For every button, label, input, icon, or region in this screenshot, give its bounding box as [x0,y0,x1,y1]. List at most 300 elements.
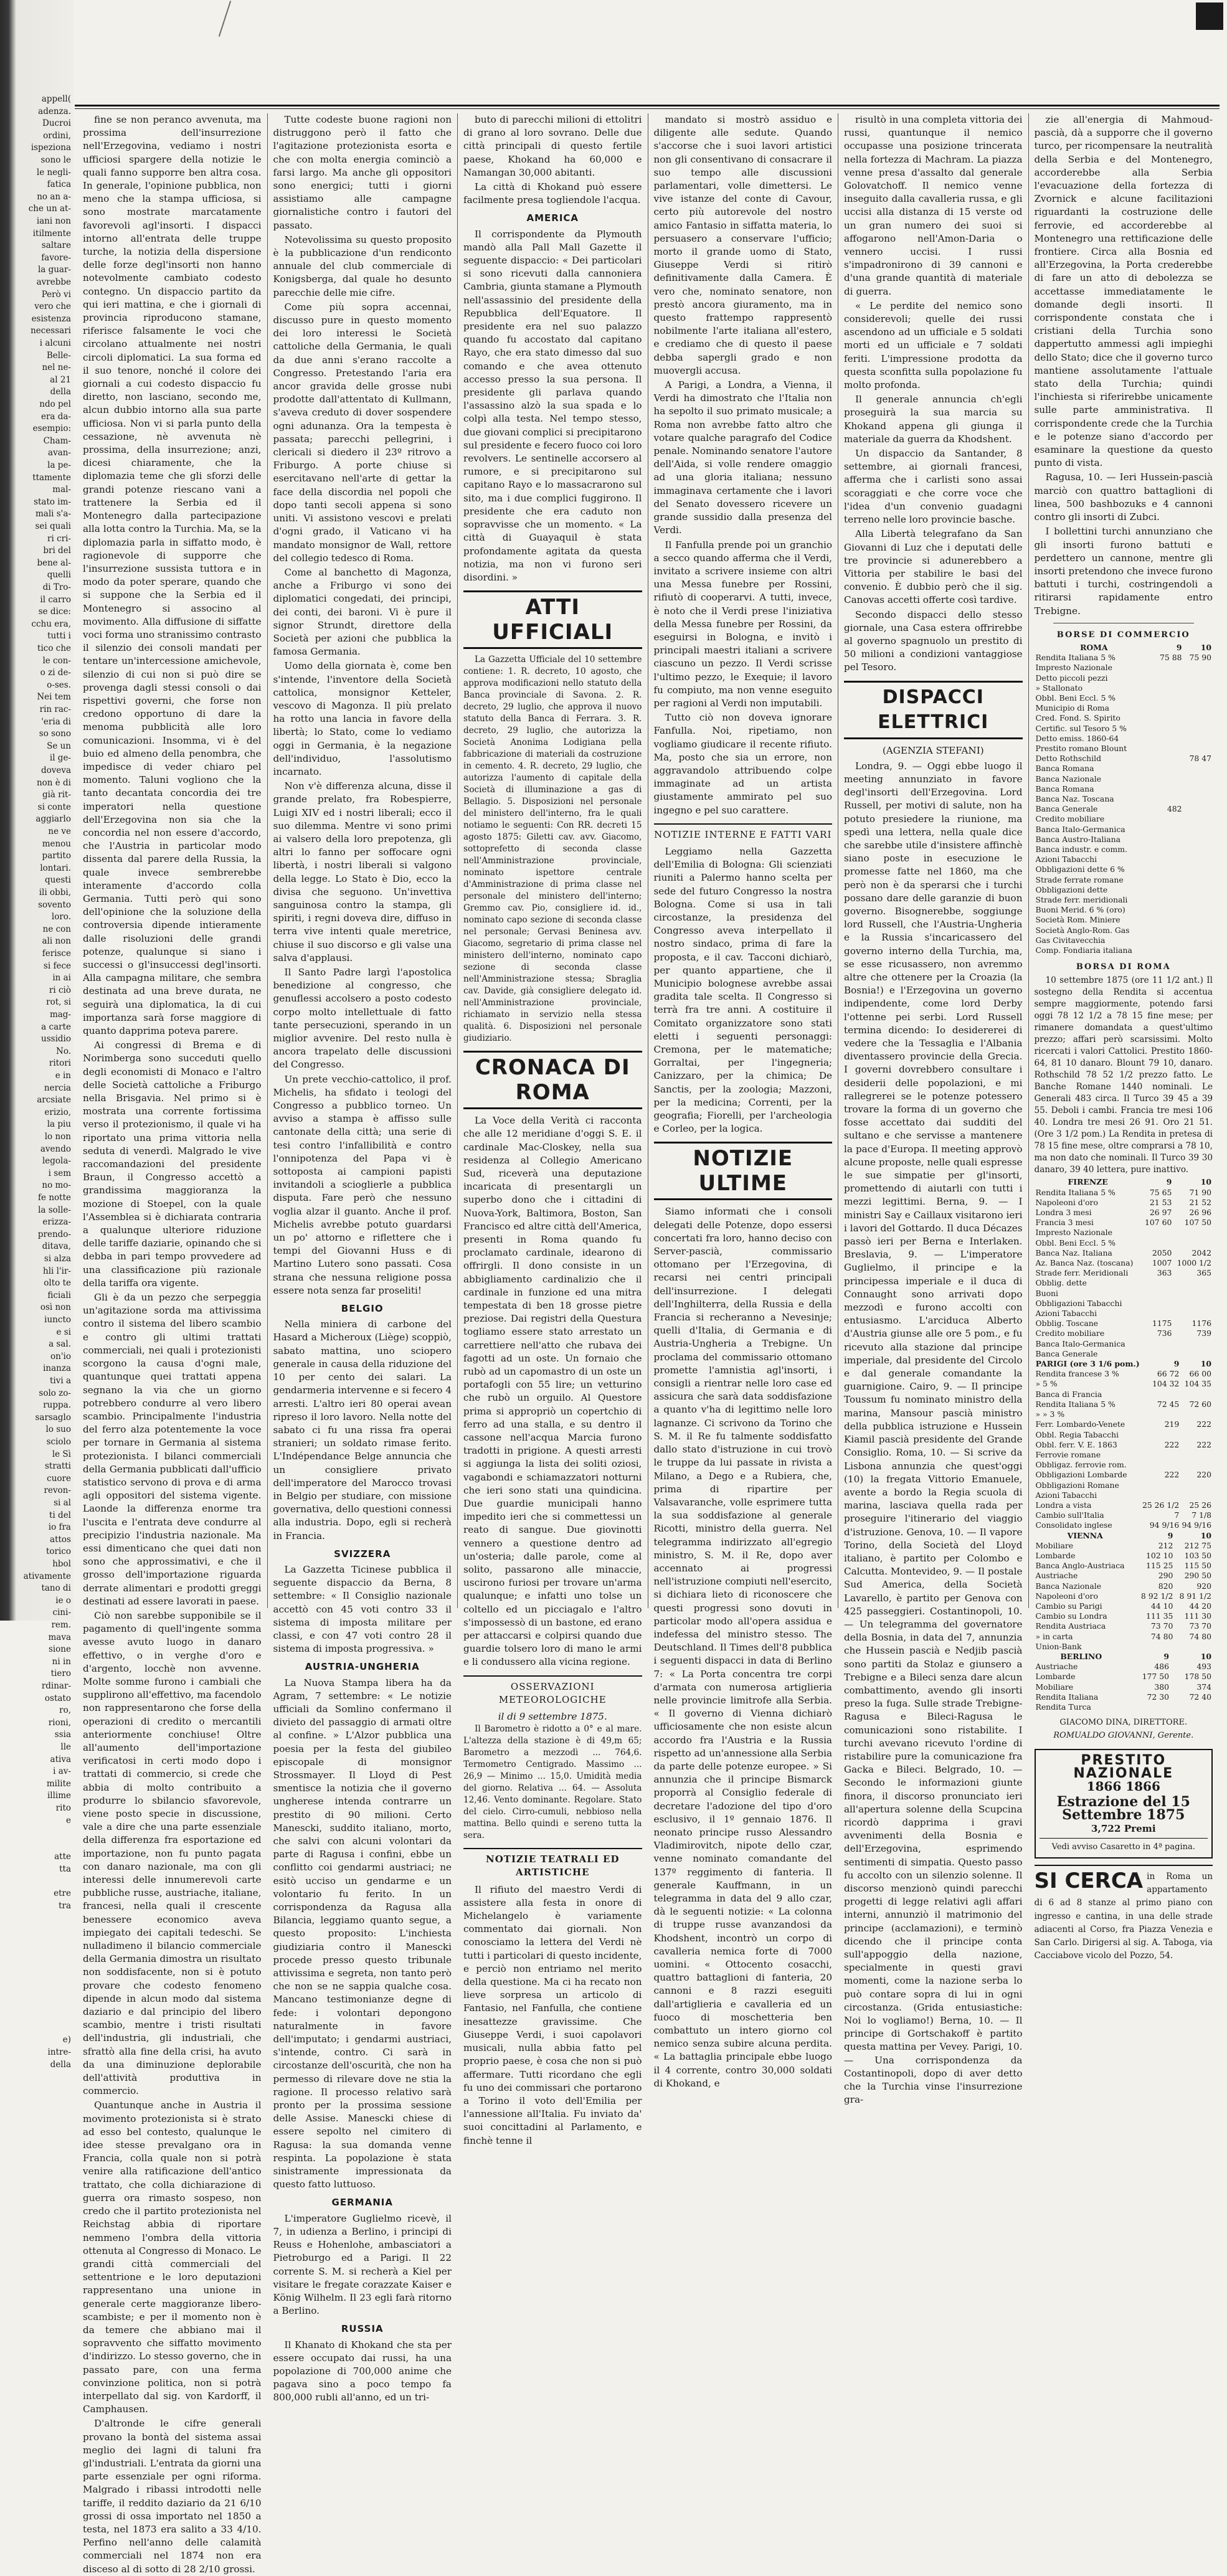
table-header-cell: ROMA [1080,642,1108,652]
table-row [1035,1460,1213,1470]
table-cell [1180,1390,1213,1399]
table-header-row [1035,1531,1213,1541]
left-text-fragment: ritori [49,1058,71,1069]
left-text-fragment: ili obbi, [39,888,71,897]
table-cell [1154,703,1183,713]
left-text-fragment: tra [59,1900,71,1911]
left-text-fragment: tiero [50,1669,71,1679]
table-cell: 222 [1196,1439,1211,1449]
table-row [1035,1430,1213,1440]
left-text-fragment: sono le [40,155,71,165]
left-text-fragment: solo zo- [39,1388,71,1398]
table-row [1035,764,1213,774]
table-cell: Buoni Merid. 6 % (oro) [1035,905,1125,915]
table-cell [1183,845,1213,855]
table-cell [1154,825,1183,835]
table-cell: 102 10 [1146,1550,1173,1560]
table-cell: Obbl. Beni Eccl. 5 % [1035,693,1116,703]
table-row [1035,885,1213,895]
table-cell [1180,1460,1213,1470]
left-text-fragment: ativamente [23,1571,71,1581]
left-text-fragment: le con- [42,655,71,666]
table-cell [1141,1409,1181,1419]
table-cell: 103 50 [1184,1550,1211,1560]
table-cell [1183,734,1213,744]
table-cell [1154,945,1183,955]
table-cell: 219 [1164,1419,1180,1429]
table-cell: 71 90 [1189,1187,1211,1197]
ad-text: in Roma un appartamento di 6 ad 8 stanze al primo piano con ingresso e cantina, in una delle strade adiacenti al Corso, fra Piazza Venezia e San Carlo. Dirigersi al sig. A. Taboga, via Cacciabove vicolo del Pozzo, 54. [1034,1872,1213,1961]
article-text: Siamo informati che i consoli delegati delle Potenze, dopo essersi concertati fra loro, hanno deciso con Server-pascià, commissario ottomano per l'Erzegovina, di recarsi nei centri principali dell'insurrezione. I delegati dell'Inghilterra, della Russia e della Francia si recheranno a Nevesinje; quelli d'Italia, di Germania e di Austria-Ungheria a Trebigne. Un proclama del commissario ottomano promette l'amnistia agl'insorti, i consigli a rientrar nelle loro case ed assicura che sarà data soddisfazione a quanto v'ha di legittimo nelle loro lagnanze. Ci scrivono da Torino che S. M. il Re fu talmente soddisfatto dallo stato d'istruzione in cui trovò le truppe da lui passate in rivista a Milano, a Dego e a Rubiera, che, prima di ripartire per Valsavaranche, volle esprimere tutta la sua soddisfazione al generale Ricotti, ministro della guerra. Nel telegramma indirizzato all'egregio ministro, S. M. il Re, dopo aver accennato ai progressi nell'istruzione compiuti nell'esercito, si dichiara lieto di riconoscere che questi progressi sono dovuti in particolar modo all'opera assidua e indefessa del ministro stesso. The Deutschland. Il Times dell'8 pubblica i seguenti dispacci in data di Berlino 7: « La Porta concentra tre corpi d'armata con numerosa artiglieria nelle provincie limitrofe alla Serbia. « Il governo di Vienna dichiarò ufficiosamente che non esiste alcun accordo fra l'Austria e la Russia rispetto ad un'annessione alla Serbia da parte delle potenze europee. » Si annunzia che il principe Bismarck proporrà al Consiglio federale di decretare l'adozione del tipo d'oro esclusivo, il 1º gennaio 1876. Il neonato principe russo Alessandro Vladimirovitch, nipote dello czar, venne nominato comandante del 137º reggimento di fanteria. Il generale Kauffmann, in un telegramma in data del 9 allo czar, dà le seguenti notizie: « La colonna di truppe russe avanzandosi da Khodshent, incontrò un corpo di cavalleria nemica forte di 7000 uomini. « Ottocento cosacchi, quattro battaglioni di fanteria, 20 cannoni e 8 razzi eseguiti dall'artiglieria e cavalleria ed un fuoco di moschetteria ben combattuto un intero giorno col nemico senza subire alcuna perdita. « La battaglia principale ebbe luogo il 4 corrente, contro 30,000 soldati di Khokand, e [653,1206,832,2089]
table-cell: Mobiliare [1035,1540,1074,1550]
left-text-fragment: intre- [47,2047,71,2057]
table-cell: Rendita Italiana 5 % [1035,1399,1116,1409]
table-cell [1141,1460,1181,1470]
table-header-row [1035,1177,1213,1187]
table-cell: Londra 3 mesi [1035,1208,1092,1218]
table-cell: 111 30 [1184,1611,1211,1621]
left-text-fragment: rito [55,1803,71,1813]
table-cell: Banca Anglo-Austriaca [1035,1561,1125,1571]
section-headline: ATTI UFFICIALI [463,590,642,649]
section-title: AMERICA [526,212,579,224]
table-header-cell: 9 [1176,642,1182,652]
left-text-fragment: Cham- [43,435,71,446]
table-cell: Consolidato inglese [1035,1520,1112,1530]
left-text-fragment: si al [54,1498,71,1508]
table-cell [1180,1430,1213,1440]
table-cell: Banca Naz. Toscana [1035,793,1114,803]
table-cell [1154,693,1183,703]
left-text-fragment: ndo pel [39,399,71,409]
article-paragraph: Gli è da un pezzo che serpeggia un'agitazione sorda ma attivissima contro il sistema del libero scambio e contro gli ultimi trattati commerciali, nei quali i protezionisti scorgono la causa d'ogni male, quantunque quei trattati appena segnano la via che un giorno potrebbero condurre al vero libero scambio. Principalmente l'industria del ferro alza potentemente la voce per tornare in Germania al sistema protezionista. I bilanci commerciali della Germania pubblicati dall'ufficio statistico servono di prova e di arma agli oppositori del sistema vigente. Laonde la differenza enorme tra l'uscita e l'entrata deve condurre al precipizio l'industria nazionale. Ma essi dimenticano che quei dati non sono che approssimativi, e che il grosso dell'importazione riguarda derrate alimentari e prodotti greggi destinati ad essere lavorati in paese. [83,1292,262,1607]
table-cell [1183,673,1213,683]
table-cell: 111 35 [1146,1611,1173,1621]
table-cell [1154,734,1183,744]
left-text-fragment: stato im- [34,496,71,507]
left-text-fragment: partito [42,851,71,861]
table-cell: Comp. Fondiaria italiana [1035,945,1132,955]
table-cell: Azioni Tabacchi [1035,855,1097,864]
left-text-fragment: rin rac- [39,704,71,714]
table-cell: Banca Naz. Italiana [1035,1248,1112,1257]
table-row [1035,1561,1213,1571]
left-text-fragment: ruppa. [43,1400,71,1411]
left-text-fragment: vero che [34,301,71,312]
table-cell: Impresto Nazionale [1035,663,1112,673]
left-text-fragment: ssia [54,1730,71,1740]
left-text-fragment: so sono [39,729,71,739]
table-cell [1154,905,1183,915]
left-text-fragment: mal- [52,485,71,495]
table-row [1035,1328,1213,1338]
left-text-fragment: ri cri- [47,533,71,544]
left-text-fragment: e [66,1815,71,1825]
table-cell: Ferr. Lombardo-Venete [1035,1419,1125,1429]
section-title: RUSSIA [341,2323,384,2335]
left-text-fragment: avendo [40,1144,71,1154]
left-text-fragment: il ge- [49,753,71,764]
table-cell: Austriache [1035,1662,1078,1672]
table-cell [1183,855,1213,864]
table-cell: 104 35 [1184,1379,1211,1389]
table-cell: Gas Civitavecchia [1035,935,1106,945]
table-cell [1142,1349,1173,1359]
article-paragraph: Alla Libertà telegrafano da San Giovanni di Luz che i deputati delle tre provincie si adunerebbero a Vittoria per stabilire le basi del convenio. È dubbio però che il sig. Canovas accetti offerte così tardive. [844,528,1023,606]
left-text-fragment: favore- [41,252,71,263]
table-cell: Detto emiss. 1860-64 [1035,733,1119,743]
table-cell: 1176 [1191,1319,1211,1328]
prestito-avviso: Vedi avviso Casaretto in 4ª pagina. [1040,1838,1208,1854]
table-cell [1142,1289,1173,1299]
table-cell [1183,774,1213,784]
table-cell [1183,804,1213,814]
left-text-fragment: ferisce [42,949,71,959]
table-cell: 178 50 [1184,1672,1211,1682]
left-text-fragment: i sem [48,1168,71,1178]
table-cell [1183,713,1213,723]
table-cell: Municipio di Roma [1035,703,1110,713]
table-header-cell: 10 [1200,1177,1211,1187]
table-row [1035,1349,1213,1359]
table-row [1035,1319,1213,1328]
table-cell [1142,1278,1173,1288]
table-cell [1154,774,1183,784]
table-header-row [1035,643,1213,653]
table-cell [1154,895,1183,905]
left-text-fragment: etre [54,1888,71,1899]
table-cell [1154,855,1183,864]
article-paragraph: Il generale annuncia ch'egli proseguirà la sua marcia su Khokand appena gli giunga il materiale da guerra da Khodshent. [844,394,1023,445]
table-row [1035,1601,1213,1611]
left-text-fragment: iani non [36,216,71,226]
table-cell: 115 25 [1146,1561,1173,1571]
table-cell [1183,895,1213,905]
left-text-fragment: revon- [44,1485,71,1496]
left-text-fragment: no an a- [37,191,71,202]
left-text-fragment: nercia [44,1082,71,1093]
table-row [1035,1480,1213,1490]
table-cell [1173,1299,1213,1309]
left-text-fragment: ro, [59,1705,71,1716]
table-cell: 177 50 [1142,1672,1169,1682]
table-cell: Obbl. Regia Tabacchi [1035,1429,1119,1439]
table-cell [1173,1228,1213,1238]
table-cell: Buoni [1035,1288,1058,1298]
table-cell [1154,835,1183,845]
table-cell: Rendita Italiana 5 % [1035,653,1116,663]
left-text-fragment: ditava, [42,1241,71,1252]
table-row [1035,1702,1213,1712]
section-title: BORSA DI ROMA [1076,962,1171,972]
table-cell: Cambio su Londra [1035,1611,1107,1621]
table-cell [1183,864,1213,874]
table-cell [1180,1409,1213,1419]
table-cell [1183,926,1213,935]
article-paragraph: Come più sopra accennai, discusso pure in questo momento dei loro interessi le Società cattoliche della Germania, le quali da due anni s'erano raccolte a Congresso. Pretestando l'aria era ancor gravida delle grosse nubi prodotte dall'attentato di Kullmann, s'aveva creduto di dover sospendere ogni adunanza. Ora la tempesta è passata; parecchi pellegrini, i clericali si diedero il 23º ritrovo a Friburgo. A porte chiuse si esercitavano nell'arte di gettar la face della discordia nel popoli che dopo tanti secoli appena si sono uniti. Vi assistono vescovi e prelati d'ogni grado, il Vaticano vi ha mandato monsignor de Wall, rettore del collegio tedesco di Roma. [273,301,452,564]
table-row [1035,734,1213,744]
table-cell: Banca Italo-Germanica [1035,824,1125,834]
left-text-fragment: lle [60,1742,71,1752]
table-cell: Obbl. Beni Eccl. 5 % [1035,1238,1116,1248]
section-title: NOTIZIE TEATRALI ED ARTISTICHE [463,1848,642,1879]
table-cell: 72 60 [1189,1399,1211,1409]
table-cell: 104 32 [1152,1379,1180,1389]
table-cell [1154,683,1183,693]
column-3 [457,113,648,2146]
table-cell: » in carta [1035,1631,1073,1641]
table-cell: 290 [1158,1571,1173,1581]
table-header-cell: 10 [1200,1530,1211,1540]
prestito-title: PRESTITO NAZIONALE [1073,1752,1174,1781]
top-rule-thin [75,108,1220,109]
table-cell [1154,673,1183,683]
table-row [1035,1662,1213,1672]
section-headline: CRONACA DI ROMA [463,1051,642,1109]
table-cell: 486 [1154,1662,1169,1672]
left-text-fragment: ordini, [43,130,71,141]
table-row [1035,814,1213,824]
table-cell: 72 30 [1147,1692,1169,1702]
article-paragraph: Come al banchetto di Magonza, anche a Friburgo vi sono dei diplomatici congedati, dei principi, dei conti, dei baroni. Vi è pure il signor Strundt, direttore della Società per azioni che pubblica la famosa Germania. [273,566,452,658]
table-cell [1183,663,1213,673]
article-paragraph: Tutto ciò non doveva ignorare Fanfulla. Noi, ripetiamo, non vogliamo giudicare il recente rifiuto. Ma, posto che sia un errore, non aggravandolo attribuendo colpe immaginate ad un artista giustamente ammirato pel suo ingegno e pel suo carattere. [653,712,832,816]
table-row [1035,1278,1213,1288]
column-5 [838,113,1028,2106]
table-row [1035,1299,1213,1309]
article-paragraph: fine se non peranco avvenuta, ma prossima dell'insurrezione nell'Erzegovina, vediamo i nostri ufficiosi spargere della notizie le quali fanno supporre ben altra cosa. In generale, l'opinione pubblica, non meno che la stampa ufficiosa, si sono mostrate marcatamente favorevoli agl'insorti. I dispacci intorno all'entrata delle truppe turche, la notizia della dispersione delle forze degl'insorti non hanno notevolmente cambiato codesto contegno. Un dispaccio partito da qui ieri mattina, e che i giornali di provincia riproducono stamane, riferisce falsamente le voci che circolano attualmente nei nostri circoli diplomatici. La sua forma ed il suo tenore, nonché il colore dei giornali a cui codesto dispaccio fu diretto, non lasciano, secondo me, alcun dubbio intorno alla sua parte ufficiosa. Non vi si parla punto della cessazione, nè avvenuta nè prossima, della insurrezione; anzi, dicesi chiaramente, che la diplomazia teme che gli sforzi delle grandi potenze riescano vani a trattenere la Serbia ed il Montenegro dalla partecipazione alla lotta contro la Turchia. Ma, se la diplomazia parla in siffatto modo, è ragionevole di supporre che l'insurrezione sussista tuttora e in modo da poter sperare, quando che si suppone che la Serbia ed il Montenegro si associno al movimento. Alla diffusione di siffatte voci forma uno stranissimo contrasto il silenzio dei consoli mandati per tentare un'intercessione amichevole, silenzio di cui non si può dire se provenga dagli stessi consoli o dai rispettivi governi, che forse non credono opportuno di dare la menoma pubblicità alle loro comunicazioni. Insomma, vi è del buio ed almeno della penombra, che impedisce di veder chiaro pel momento. Taluni vogliono che la tanto decantata concordia dei tre imperatori nella questione dell'Erzegovina non sia che la concordia nel non essere d'accordo, che l'Austria in particolar modo dissenta dal parere della Russia, la quale invece sembrerebbe interamente d'accordo colla Germania. Tutti però qui sono dell'opinione che la soluzione della controversia dipende intieramente dalle risoluzioni delle grandi potenze, qualunque si siano i successi o gl'insuccessi degl'insorti. Alla campagna militare, che sembra destinata ad una breve durata, ne seguirà una diplomatica, la di cui importanza sarà forse maggiore di quanto dapprima poteva parere. [83,114,262,1037]
article-paragraph: Uomo della giornata è, come ben s'intende, l'inventore della Società cattolica, monsignor Ketteler, vescovo di Magonza. Il più prelato ha rotto una lancia in favore della libertà; lo Stato, come lo vediamo oggi in Germania, è la negazione dell'individuo, l'assolutismo incarnato. [273,660,452,777]
table-row [1035,1309,1213,1319]
left-text-fragment: il carro [40,594,71,605]
section-headline: DISPACCI ELETTRICI [844,681,1023,739]
article-text: Il Khanato di Khokand che sta per essere occupato dai russi, ha una popolazione di 700,000 anime che pagava sino a poco tempo fa 800,000 rubli all'anno, ed un tri- [273,2339,452,2403]
table-cell [1154,864,1183,874]
table-cell [1180,1490,1213,1500]
table-cell: Certific. sul Tesoro 5 % [1035,723,1127,733]
table-cell [1183,744,1213,754]
table-row [1035,754,1213,764]
prestito-ad [1035,1749,1213,1859]
table-cell: 222 [1196,1419,1211,1429]
left-text-fragment: nel ne- [42,362,71,373]
left-text-fragment: già rit- [42,790,71,800]
table-row [1035,875,1213,885]
table-cell: 736 [1157,1328,1172,1338]
table-cell: Obbl. ferr. V. E. 1863 [1035,1439,1117,1449]
table-cell: 2042 [1191,1248,1211,1257]
table-cell: 73 70 [1150,1621,1173,1631]
left-text-fragment: questi [45,875,71,886]
left-text-fragment: tutti i [47,631,71,642]
table-row [1035,1208,1213,1218]
article-paragraph: Tutte codeste buone ragioni non distruggono però il fatto che l'agitazione protezionista esorta e che con molta energia cominciò a farsi largo. Ma anche gli oppositori sono energici; tutti i giorni assistiamo alle campagne giornalistiche contro i fautori del passato. [273,114,452,231]
table-row [1035,1470,1213,1480]
left-text-fragment: al 21 [50,374,71,385]
table-cell: Lombarde [1035,1672,1076,1682]
left-text-fragment: tico che [37,643,71,653]
table-cell: 7 1/8 [1191,1510,1211,1520]
table-cell: 72 40 [1189,1692,1211,1702]
table-header-cell: FIRENZE [1068,1177,1108,1187]
left-text-fragment: 'eria di [41,716,71,727]
table-row [1035,1571,1213,1581]
left-text-fragment: mali s'a- [35,509,71,519]
left-text-fragment: si fece [43,960,71,971]
left-text-fragment: ostato [44,1693,71,1703]
table-cell: 212 75 [1184,1540,1211,1550]
left-text-fragment: no mo- [42,1180,71,1191]
table-row [1035,703,1213,713]
table-cell: Azioni Tabacchi [1035,1309,1097,1319]
table-cell [1141,1430,1181,1440]
table-cell [1154,764,1183,774]
left-text-fragment: hli l'ir- [43,1266,71,1276]
table-cell [1183,905,1213,915]
column-4 [648,113,838,2089]
left-text-fragment: i alcuni [39,338,71,348]
table-cell: 21 52 [1189,1197,1211,1207]
table-row [1035,1419,1213,1429]
left-text-fragment: rioni, [48,1717,71,1728]
left-text-fragment: bene al- [37,557,71,568]
table-row [1035,784,1213,794]
table-header-row [1035,1652,1213,1662]
table-cell [1183,703,1213,713]
table-row [1035,1258,1213,1268]
left-text-fragment: milite [46,1778,71,1789]
table-cell: Credito mobiliare [1035,1328,1105,1338]
table-row [1035,855,1213,864]
article-paragraph: Non v'è differenza alcuna, disse il grande prelato, fra Robespierre, Luigi XIV ed i nostri liberali; ecco il suo dilemma. Mentre vi sono primi ai valsero della loro prepotenza, gli altri lo fanno per soffocare ogni libertà, i nostri liberali si valgono della legge. Lo Stato è Dio, ecco la divisa che seguono. Un'invettiva sanguinosa contro la stampa, gli spiriti, i regni doveva dire, diffuso in terra vive intenti quale meretrice, chiuse il suo discorso e gli valse una salva d'applausi. [273,780,452,964]
left-text-fragment: della [50,387,71,397]
table-cell [1174,1642,1213,1652]
director-signature: GIACOMO DINA, DIRETTORE. [1059,1718,1188,1728]
table-header-cell: PARIGI (ore 3 1/6 pom.) [1035,1359,1140,1369]
left-text-fragment: in ai [52,973,71,983]
table-cell: 212 [1158,1540,1173,1550]
table-cell: 7 [1174,1510,1180,1520]
left-text-fragment: esempio: [32,424,71,434]
gerente-signature: ROMUALDO GIOVANNI, Gerente. [1053,1731,1194,1741]
column-2 [267,113,458,2403]
table-cell: Obbligaz. ferrovie rom. [1035,1460,1127,1470]
table-cell [1154,814,1183,824]
table-cell: 94 9/16 [1182,1520,1211,1530]
table-cell: 820 [1158,1581,1173,1591]
left-text-fragment: appell( [41,94,71,104]
table-cell: Banca industr. e comm. [1035,844,1127,854]
table-cell: Obbligazioni dette 6 % [1035,864,1125,874]
left-text-fragment: ne con [42,924,71,934]
table-cell [1170,1702,1213,1712]
table-cell: 66 00 [1189,1369,1211,1379]
table-cell [1141,1480,1181,1490]
article-text: L'imperatore Guglielmo ricevè, il 7, in udienza a Berlino, i principi di Reuss e Hohenlohe, ambasciatori a Pietroburgo ed a Parigi. Il 22 corrente S. M. si recherà a Kiel per visitare le fregate corazzate Kaiser e König Wilhelm. Il 23 egli farà ritorno a Berlino. [273,2212,452,2317]
table-row [1035,713,1213,723]
table-row [1035,1621,1213,1631]
table-cell: Banca Italo-Germanica [1035,1338,1125,1348]
section-title: BORSE DI COMMERCIO [1056,630,1190,640]
left-text-fragment: ti del [49,1510,71,1520]
table-cell [1154,915,1183,925]
table-row [1035,1399,1213,1409]
prestito-estrazione: Estrazione del 15 Settembre 1875 [1056,1794,1190,1824]
left-text-fragment: se dice: [38,607,71,617]
left-page-strip [0,0,73,2070]
stock-table-vienna [1035,1531,1213,1652]
article-paragraph: I bollettini turchi annunziano che gli insorti furono battuti e perdettero un cannone, mentre gli insorti pretendono che invece furono battuti i turchi, costringendoli a ritirarsi rapidamente entro Trebigne. [1034,526,1213,617]
table-cell: 75 90 [1189,653,1211,663]
table-row [1035,794,1213,804]
table-cell: Obbligazioni Romane [1035,1480,1119,1490]
left-text-fragment: la pe- [47,460,71,470]
article-text: 10 settembre 1875 (ore 11 1/2 ant.) Il sostegno della Rendita si accentua sempre maggiormente, potendo farsi oggi 78 12 1/2 a 78 15 fine mese; per rimanere domandata a quest'ultimo prezzo; affari però scarsissimi. Molto ricercati i valori Cattolici. Prestito 1860-64, 81 10 danaro. Blount 79 10, danaro. Rothschild 78 52 1/2 prezzo fatto. Le Banche Romane 1440 nominali. Le Generali 483 circa. Il Turco 39 45 a 39 55. Deboli i cambi. Francia tre mesi 106 40. Londra tre mesi 26 91. Oro 21 51. (Ore 3 1/2 pom.) La Rendita in pretesa di 78 15 fine mese, oltre comprarsi a 78 10, ma non dato che nominali. Il Turco 39 30 danaro, 39 40 lettera, pure inattivo. [1034,975,1213,1175]
prestito-premi: 3,722 Premi [1091,1822,1156,1834]
table-row [1035,774,1213,784]
table-row [1035,1500,1213,1510]
left-text-fragment: avan- [48,448,71,458]
table-cell [1183,935,1213,945]
left-text-fragment: Però vi [41,289,71,300]
left-text-fragment: ussidio [41,1034,71,1044]
table-row [1035,1289,1213,1299]
table-cell [1183,683,1213,693]
table-row [1035,744,1213,754]
table-row [1035,864,1213,874]
left-text-fragment: si conte [37,802,71,812]
left-text-fragment: inanza [43,1363,71,1374]
left-text-fragment: cchu era, [31,618,71,629]
table-row [1035,895,1213,905]
left-text-fragment: lo non [44,1132,71,1142]
table-cell: 8 92 1/2 [1140,1591,1173,1601]
section-headline: NOTIZIE ULTIME [654,1142,833,1200]
table-cell [1173,1278,1213,1288]
left-text-fragment: stratti [44,1461,71,1472]
left-text-fragment: ispeziona [31,143,71,153]
table-cell [1183,835,1213,845]
left-text-fragment: fatica [47,179,71,190]
table-cell: 374 [1196,1682,1211,1692]
table-cell: Detto Rothschild [1035,754,1102,764]
left-text-fragment: esistenza [31,313,71,324]
left-text-fragment: hbol [52,1559,71,1569]
left-text-fragment: necessari [31,326,71,336]
table-cell [1142,1299,1173,1309]
left-text-fragment: Nei tem [37,692,71,703]
article-text: Leggiamo nella Gazzetta dell'Emilia di Bologna: Gli scienziati riuniti a Palermo hanno scelta per sede del futuro Congresso la nostra Bologna. Come si usa in tali circostanze, la presidenza del Congresso aveva interpellato il nostro sindaco, prima di fare la proposta, e il cav. Tacconi dichiarò, per quanto appartiene, che il Municipio bolognese avrebbe assai gradita tale scelta. Il Congresso si terrà fra tre anni. A costituire il Comitato organizzatore sono stati eletti i seguenti personaggi: Cremona, per le matematiche; Gorraltai, per l'ingegneria; Canizzaro, per la chimica; De Sanctis, per la zoologia; Mazzoni, per la medicina; Correnti, per la geografia; Fiorelli, per l'archeologia e Corleo, per la logica. [653,845,832,1135]
table-cell: Banca Romana [1035,764,1094,774]
table-cell: 72 45 [1157,1399,1180,1409]
table-row [1035,1188,1213,1198]
table-row [1035,945,1213,955]
table-cell: Prestito romano Blount [1035,743,1127,753]
table-row [1035,653,1213,663]
table-cell: Rendita Italiana [1035,1692,1099,1702]
table-cell: Rendita francese 3 % [1035,1369,1119,1379]
left-text-fragment: tano di [41,1583,71,1594]
table-header-cell: VIENNA [1067,1530,1103,1540]
article-text: Nella miniera di carbone del Hasard a Micheroux (Liège) scoppiò, sabato mattina, uno sciopero generale in causa della riduzione del 10 per cento dei salari. La gendarmeria intervenne e si fecero 4 arresti. L'altro ieri 80 operai avean ripreso il loro lavoro. Nella notte del sabato ci fu una rissa fra operai stranieri; un soldato rimase ferito. L'Indépendance Belge annuncia che un consigliere privato dell'imperatore del Marocco trovasi in Belgio per studiare, con missione governativa, dello questioni connessi alla industria. Dopo, egli si recherà in Francia. [273,1319,452,1541]
left-text-fragment: i av- [53,1766,71,1777]
table-cell: Detto piccoli pezzi [1035,673,1108,683]
table-cell: 66 72 [1157,1369,1180,1379]
stock-table-roma [1035,643,1213,955]
left-text-fragment: non è di [36,777,71,788]
table-cell: 493 [1196,1662,1211,1672]
table-cell: Banca Generale [1035,1348,1098,1358]
